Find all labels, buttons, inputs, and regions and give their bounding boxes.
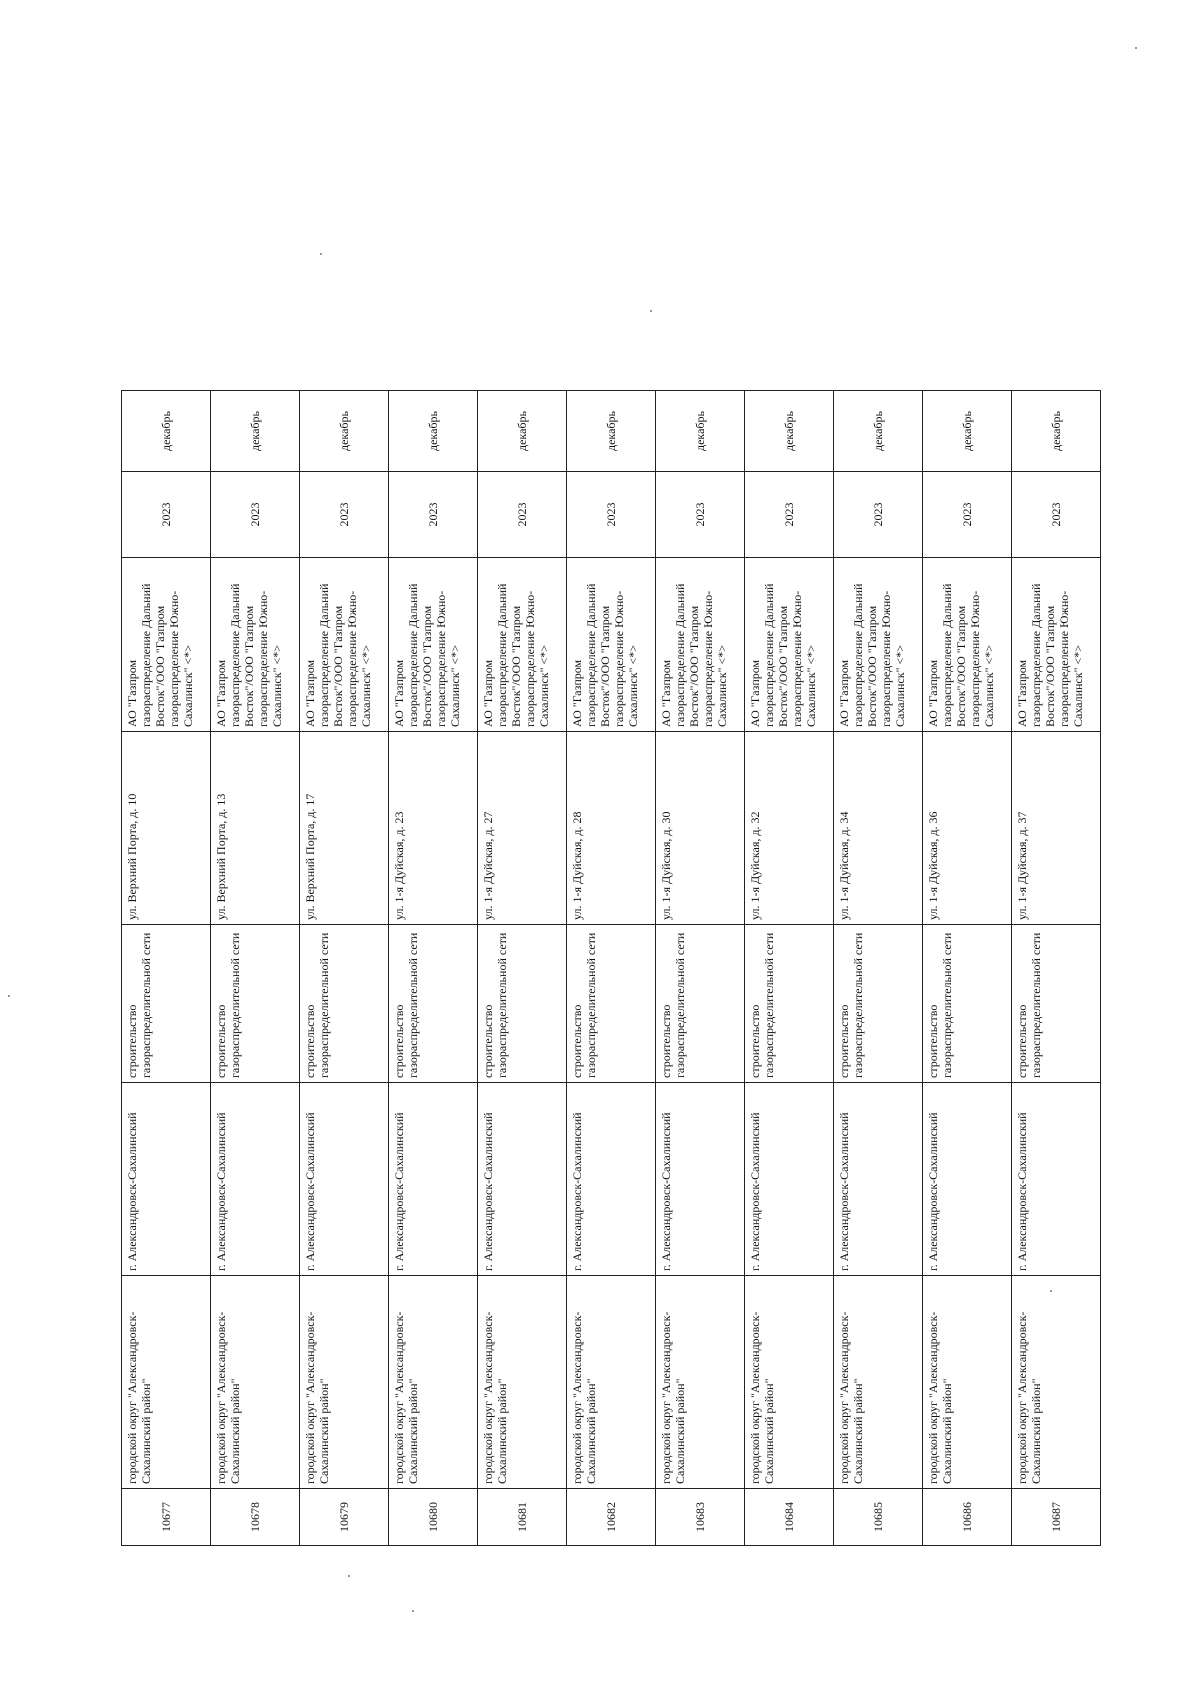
month-cell: декабрь [211, 391, 300, 472]
month-cell: декабрь [300, 391, 389, 472]
organization-cell: АО "Газпром газораспределение Дальний Восток"/ООО "Газпром газораспределение Южно-Сахалинск" <*> [567, 558, 656, 732]
rotated-table-area [121, 391, 1101, 1546]
settlement-cell: г. Александровск-Сахалинский [656, 1083, 745, 1276]
year-cell: 2023 [745, 472, 834, 558]
district-cell: городской округ "Александровск-Сахалинский район" [834, 1276, 923, 1489]
row-number-cell: 10687 [1012, 1489, 1101, 1546]
year-cell: 2023 [834, 472, 923, 558]
address-cell: ул. 1-я Дуйская, д. 30 [656, 732, 745, 925]
table-row [567, 391, 656, 1546]
year-cell: 2023 [300, 472, 389, 558]
month-cell: декабрь [122, 391, 211, 472]
address-cell: ул. 1-я Дуйская, д. 36 [923, 732, 1012, 925]
row-number-cell: 10680 [389, 1489, 478, 1546]
organization-cell: АО "Газпром газораспределение Дальний Восток"/ООО "Газпром газораспределение Южно-Сахалинск" <*> [923, 558, 1012, 732]
month-cell: декабрь [834, 391, 923, 472]
table-row [656, 391, 745, 1546]
organization-cell: АО "Газпром газораспределение Дальний Восток"/ООО "Газпром газораспределение Южно-Сахалинск" <*> [300, 558, 389, 732]
row-number-cell: 10682 [567, 1489, 656, 1546]
address-cell: ул. 1-я Дуйская, д. 23 [389, 732, 478, 925]
district-cell: городской округ "Александровск-Сахалинский район" [300, 1276, 389, 1489]
settlement-cell: г. Александровск-Сахалинский [478, 1083, 567, 1276]
settlement-cell: г. Александровск-Сахалинский [834, 1083, 923, 1276]
month-cell: декабрь [478, 391, 567, 472]
year-cell: 2023 [567, 472, 656, 558]
district-cell: городской округ "Александровск-Сахалинский район" [567, 1276, 656, 1489]
district-cell: городской округ "Александровск-Сахалинский район" [389, 1276, 478, 1489]
work-type-cell: строительство газораспределительной сети [122, 925, 211, 1083]
year-cell: 2023 [923, 472, 1012, 558]
scan-speck [1135, 47, 1137, 49]
month-cell: декабрь [1012, 391, 1101, 472]
settlement-cell: г. Александровск-Сахалинский [300, 1083, 389, 1276]
month-cell: декабрь [389, 391, 478, 472]
work-type-cell: строительство газораспределительной сети [211, 925, 300, 1083]
work-type-cell: строительство газораспределительной сети [389, 925, 478, 1083]
month-cell: декабрь [745, 391, 834, 472]
organization-cell: АО "Газпром газораспределение Дальний Восток"/ООО "Газпром газораспределение Южно-Сахалинск" <*> [211, 558, 300, 732]
settlement-cell: г. Александровск-Сахалинский [122, 1083, 211, 1276]
table-row [122, 391, 211, 1546]
scan-speck [412, 1610, 414, 1612]
year-cell: 2023 [478, 472, 567, 558]
work-type-cell: строительство газораспределительной сети [923, 925, 1012, 1083]
organization-cell: АО "Газпром газораспределение Дальний Восток"/ООО "Газпром газораспределение Южно-Сахалинск" <*> [834, 558, 923, 732]
district-cell: городской округ "Александровск-Сахалинский район" [745, 1276, 834, 1489]
address-cell: ул. 1-я Дуйская, д. 28 [567, 732, 656, 925]
work-type-cell: строительство газораспределительной сети [478, 925, 567, 1083]
table-body [122, 391, 1101, 1546]
address-cell: ул. Верхний Порта, д. 10 [122, 732, 211, 925]
scan-speck [1050, 1290, 1052, 1292]
table-row [834, 391, 923, 1546]
organization-cell: АО "Газпром газораспределение Дальний Восток"/ООО "Газпром газораспределение Южно-Сахалинск" <*> [656, 558, 745, 732]
address-cell: ул. Верхний Порта, д. 13 [211, 732, 300, 925]
scan-speck [8, 995, 10, 997]
month-cell: декабрь [656, 391, 745, 472]
gasification-schedule-table [121, 390, 1101, 1546]
address-cell: ул. 1-я Дуйская, д. 37 [1012, 732, 1101, 925]
year-cell: 2023 [1012, 472, 1101, 558]
row-number-cell: 10683 [656, 1489, 745, 1546]
year-cell: 2023 [656, 472, 745, 558]
district-cell: городской округ "Александровск-Сахалинский район" [211, 1276, 300, 1489]
settlement-cell: г. Александровск-Сахалинский [211, 1083, 300, 1276]
year-cell: 2023 [122, 472, 211, 558]
address-cell: ул. Верхний Порта, д. 17 [300, 732, 389, 925]
row-number-cell: 10685 [834, 1489, 923, 1546]
address-cell: ул. 1-я Дуйская, д. 32 [745, 732, 834, 925]
row-number-cell: 10677 [122, 1489, 211, 1546]
scan-speck [348, 1575, 350, 1577]
table-row [389, 391, 478, 1546]
table-row [211, 391, 300, 1546]
organization-cell: АО "Газпром газораспределение Дальний Восток"/ООО "Газпром газораспределение Южно-Сахалинск" <*> [389, 558, 478, 732]
work-type-cell: строительство газораспределительной сети [1012, 925, 1101, 1083]
scan-speck [320, 253, 322, 255]
district-cell: городской округ "Александровск-Сахалинский район" [923, 1276, 1012, 1489]
district-cell: городской округ "Александровск-Сахалинский район" [478, 1276, 567, 1489]
table-row [300, 391, 389, 1546]
settlement-cell: г. Александровск-Сахалинский [745, 1083, 834, 1276]
organization-cell: АО "Газпром газораспределение Дальний Восток"/ООО "Газпром газораспределение Южно-Сахалинск" <*> [745, 558, 834, 732]
row-number-cell: 10681 [478, 1489, 567, 1546]
organization-cell: АО "Газпром газораспределение Дальний Восток"/ООО "Газпром газораспределение Южно-Сахалинск" <*> [122, 558, 211, 732]
scan-speck [650, 310, 652, 312]
address-cell: ул. 1-я Дуйская, д. 34 [834, 732, 923, 925]
month-cell: декабрь [923, 391, 1012, 472]
table-row [745, 391, 834, 1546]
table-row [1012, 391, 1101, 1546]
table-row [478, 391, 567, 1546]
settlement-cell: г. Александровск-Сахалинский [567, 1083, 656, 1276]
district-cell: городской округ "Александровск-Сахалинский район" [656, 1276, 745, 1489]
row-number-cell: 10686 [923, 1489, 1012, 1546]
organization-cell: АО "Газпром газораспределение Дальний Восток"/ООО "Газпром газораспределение Южно-Сахалинск" <*> [478, 558, 567, 732]
address-cell: ул. 1-я Дуйская, д. 27 [478, 732, 567, 925]
organization-cell: АО "Газпром газораспределение Дальний Восток"/ООО "Газпром газораспределение Южно-Сахалинск" <*> [1012, 558, 1101, 732]
settlement-cell: г. Александровск-Сахалинский [389, 1083, 478, 1276]
work-type-cell: строительство газораспределительной сети [300, 925, 389, 1083]
district-cell: городской округ "Александровск-Сахалинский район" [1012, 1276, 1101, 1489]
row-number-cell: 10684 [745, 1489, 834, 1546]
year-cell: 2023 [389, 472, 478, 558]
settlement-cell: г. Александровск-Сахалинский [1012, 1083, 1101, 1276]
month-cell: декабрь [567, 391, 656, 472]
work-type-cell: строительство газораспределительной сети [834, 925, 923, 1083]
district-cell: городской округ "Александровск-Сахалинский район" [122, 1276, 211, 1489]
row-number-cell: 10679 [300, 1489, 389, 1546]
row-number-cell: 10678 [211, 1489, 300, 1546]
work-type-cell: строительство газораспределительной сети [745, 925, 834, 1083]
settlement-cell: г. Александровск-Сахалинский [923, 1083, 1012, 1276]
year-cell: 2023 [211, 472, 300, 558]
work-type-cell: строительство газораспределительной сети [567, 925, 656, 1083]
work-type-cell: строительство газораспределительной сети [656, 925, 745, 1083]
table-row [923, 391, 1012, 1546]
